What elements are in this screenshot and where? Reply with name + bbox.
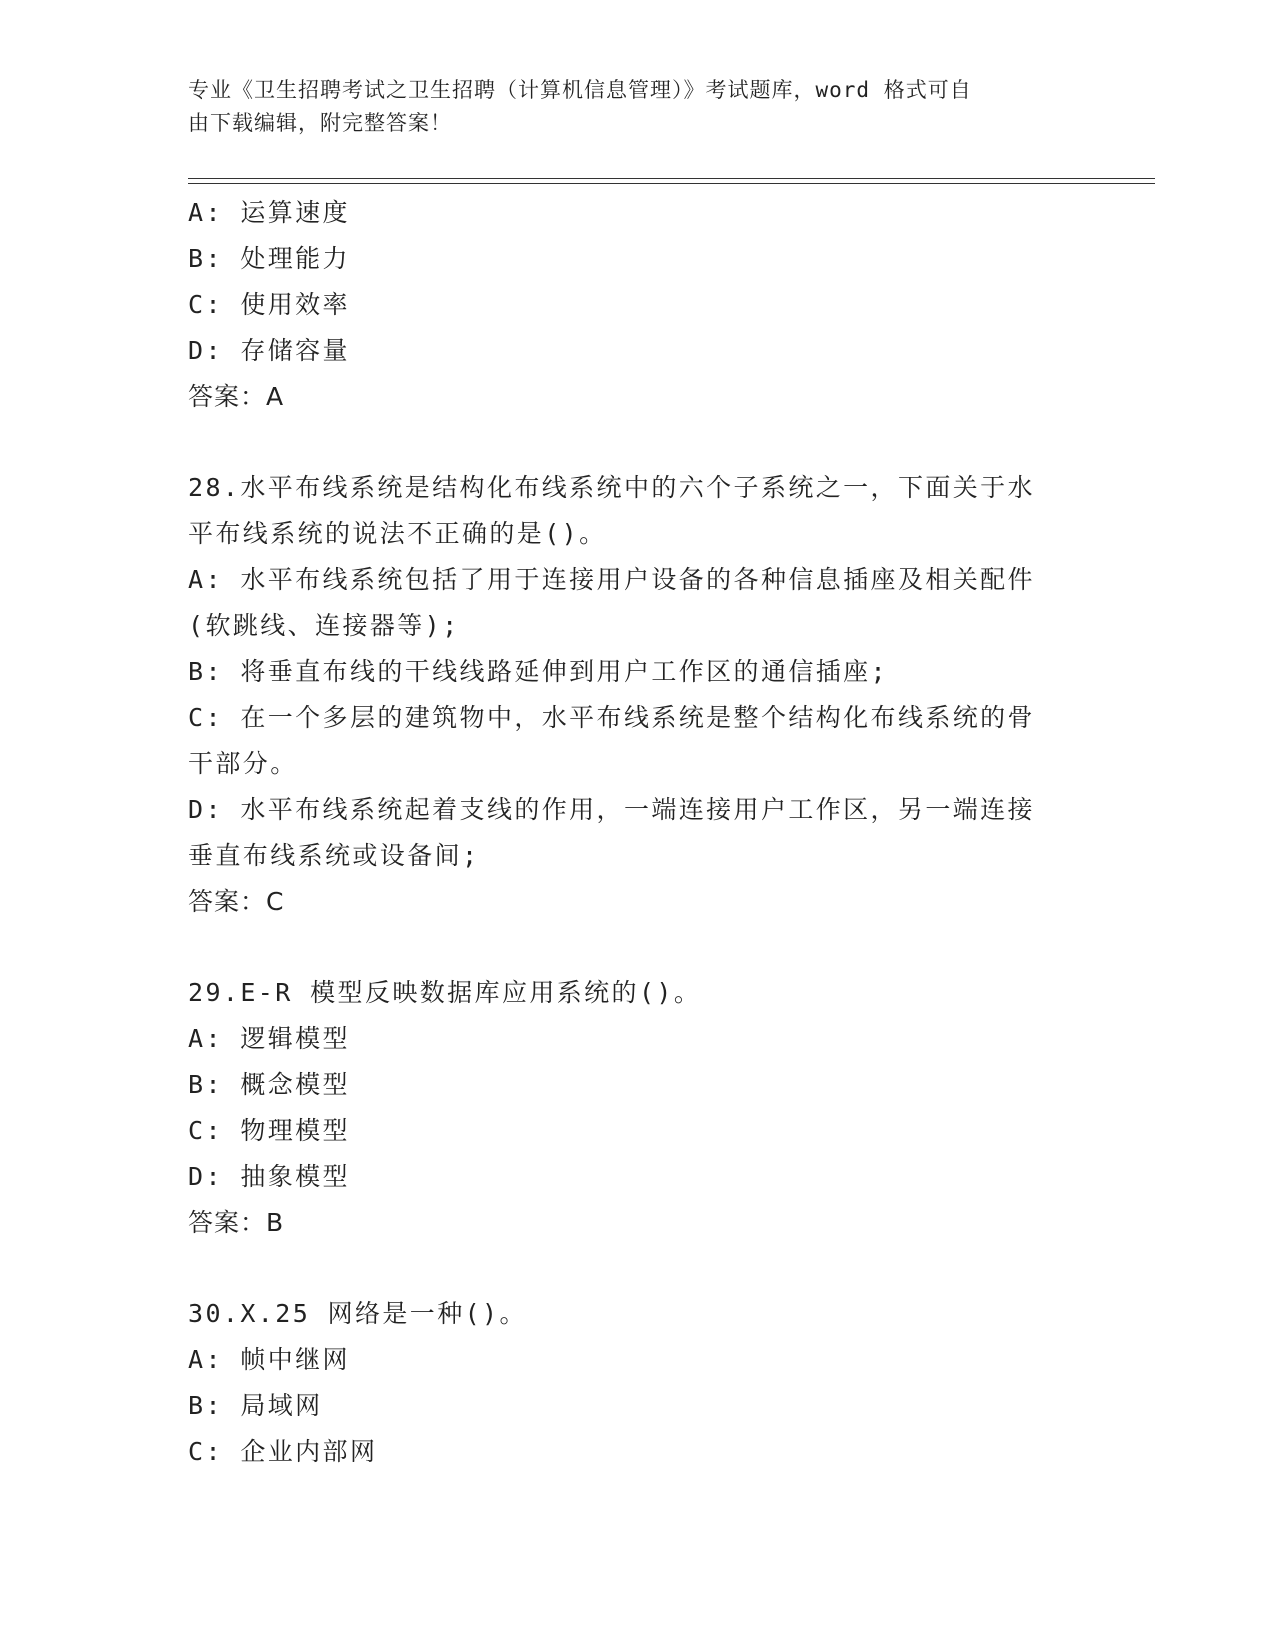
question-stem: 28.水平布线系统是结构化布线系统中的六个子系统之一，下面关于水	[188, 473, 1035, 502]
option-d: D: 存储容量	[188, 336, 350, 365]
option-c: C: 物理模型	[188, 1116, 350, 1145]
header-line-1: 专业《卫生招聘考试之卫生招聘（计算机信息管理）》考试题库，word 格式可自	[188, 78, 972, 102]
option-b: B: 概念模型	[188, 1070, 350, 1099]
option-a: A: 逻辑模型	[188, 1024, 350, 1053]
answer-line: 答案：C	[188, 887, 285, 916]
option-c: C: 在一个多层的建筑物中，水平布线系统是整个结构化布线系统的骨	[188, 703, 1035, 732]
question-spacer	[188, 1246, 1088, 1291]
answer-line: 答案：B	[188, 1208, 285, 1237]
question-stem-continued: 平布线系统的说法不正确的是()。	[188, 519, 607, 548]
option-d: D: 抽象模型	[188, 1162, 350, 1191]
question-stem: 30.X.25 网络是一种()。	[188, 1299, 527, 1328]
question-27	[188, 190, 1088, 420]
question-stem: 29.E-R 模型反映数据库应用系统的()。	[188, 978, 702, 1007]
option-d: D: 水平布线系统起着支线的作用，一端连接用户工作区，另一端连接	[188, 795, 1035, 824]
option-c: C: 使用效率	[188, 290, 350, 319]
option-a: A: 帧中继网	[188, 1345, 350, 1374]
option-b: B: 局域网	[188, 1391, 323, 1420]
option-c: C: 企业内部网	[188, 1437, 378, 1466]
answer-line: 答案：A	[188, 382, 285, 411]
question-29	[188, 970, 1088, 1246]
question-spacer	[188, 925, 1088, 970]
option-b: B: 将垂直布线的干线线路延伸到用户工作区的通信插座;	[188, 657, 889, 686]
option-c-continued: 干部分。	[188, 749, 298, 778]
option-a-continued: (软跳线、连接器等);	[188, 611, 460, 640]
document-header	[188, 74, 1068, 140]
header-line-2: 由下载编辑，附完整答案！	[188, 111, 452, 135]
header-divider-top	[188, 178, 1155, 179]
question-list	[188, 190, 1088, 1475]
option-a: A: 运算速度	[188, 198, 350, 227]
header-divider-bottom	[188, 183, 1155, 184]
option-d-continued: 垂直布线系统或设备间;	[188, 841, 480, 870]
question-spacer	[188, 420, 1088, 465]
question-28	[188, 465, 1088, 925]
option-a: A: 水平布线系统包括了用于连接用户设备的各种信息插座及相关配件	[188, 565, 1035, 594]
question-30	[188, 1291, 1088, 1475]
option-b: B: 处理能力	[188, 244, 350, 273]
